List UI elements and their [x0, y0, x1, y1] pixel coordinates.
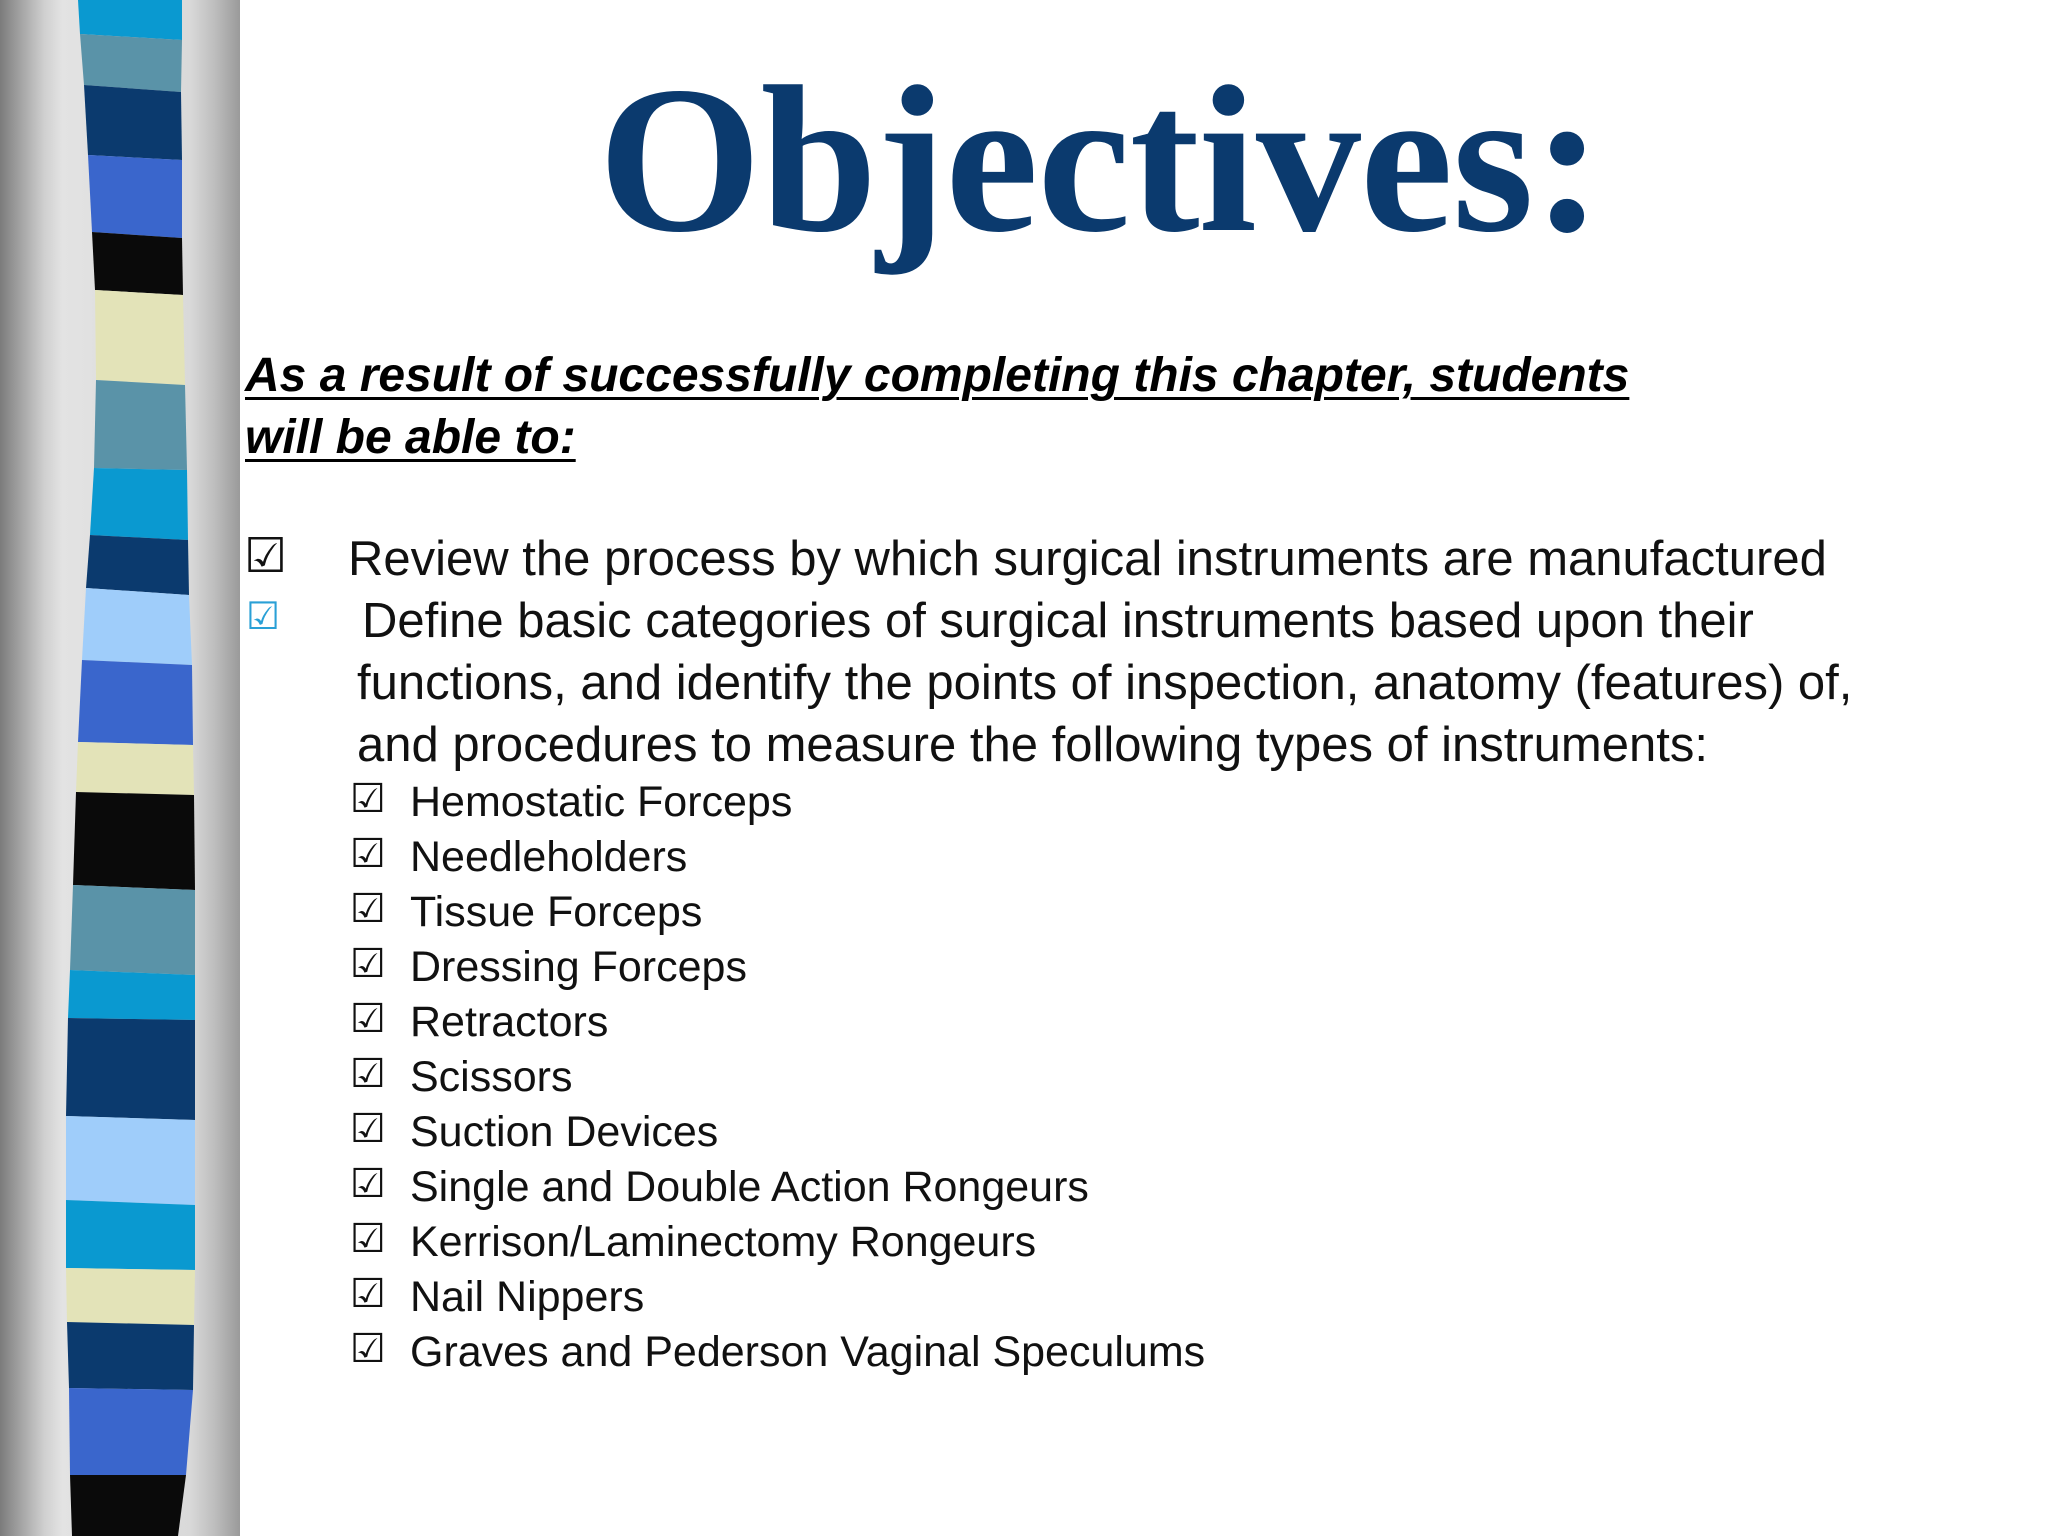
intro-line-1: As a result of successfully completing this chapter, students	[245, 349, 1630, 402]
decorative-stripes	[0, 0, 240, 1536]
list-item	[350, 995, 1650, 1050]
list-item-label: Nail Nippers	[410, 1273, 645, 1321]
objective-text: Review the process by which surgical instruments are manufactured	[348, 532, 1827, 586]
stripe-14	[70, 885, 195, 975]
page-title: Objectives:	[598, 44, 1602, 276]
checkbox-checked-icon: ☑	[350, 886, 386, 932]
stripe-3	[84, 85, 182, 160]
stripe-20	[67, 1322, 194, 1390]
stripe-7	[94, 380, 187, 470]
checkbox-checked-icon: ☑	[350, 776, 386, 822]
checkbox-checked-icon: ☑	[350, 1051, 386, 1097]
intro-line-2: will be able to:	[245, 411, 576, 464]
checkbox-checked-icon: ☑	[350, 1216, 386, 1262]
stripe-13	[73, 792, 195, 890]
stripe-11	[78, 660, 193, 745]
checkbox-checked-icon: ☑	[350, 1271, 386, 1317]
stripe-10	[82, 588, 192, 665]
checkbox-checked-icon: ☑	[350, 1106, 386, 1152]
list-item	[350, 940, 1650, 995]
list-item	[350, 1215, 1650, 1270]
list-item	[350, 1160, 1650, 1215]
stripe-6	[95, 290, 185, 385]
stripe-12	[76, 742, 194, 795]
stripe-2	[80, 34, 182, 92]
list-item-label: Needleholders	[410, 833, 688, 881]
list-item	[350, 885, 1650, 940]
checkbox-checked-icon: ☑	[350, 996, 386, 1042]
stripe-16	[66, 1018, 195, 1120]
checkbox-checked-icon: ☑	[350, 1161, 386, 1207]
list-item-label: Hemostatic Forceps	[410, 778, 793, 826]
list-item	[350, 830, 1650, 885]
stripe-15	[68, 970, 195, 1020]
stripe-22	[70, 1475, 186, 1536]
list-item	[350, 1270, 1650, 1325]
list-item-label: Tissue Forceps	[410, 888, 703, 936]
stripe-18	[66, 1200, 195, 1270]
checkbox-checked-icon: ☑	[350, 1326, 386, 1372]
objective-text-line-1: Define basic categories of surgical instruments based upon their	[362, 594, 1754, 648]
intro-statement	[245, 345, 1805, 469]
list-item-label: Dressing Forceps	[410, 943, 747, 991]
checkbox-checked-icon: ☑	[246, 594, 281, 638]
stripe-17	[66, 1116, 195, 1205]
stripe-21	[69, 1388, 193, 1475]
stripe-5	[92, 232, 183, 295]
stripe-19	[66, 1268, 195, 1325]
list-item-label: Retractors	[410, 998, 609, 1046]
objective-text-line-3: and procedures to measure the following types of instruments:	[357, 718, 1708, 772]
checkbox-checked-icon: ☑	[350, 941, 386, 987]
list-item	[350, 775, 1650, 830]
stripe-8	[90, 468, 188, 540]
objective-text-line-2: functions, and identify the points of inspection, anatomy (features) of,	[357, 656, 1853, 710]
list-item	[350, 1325, 1650, 1380]
checkbox-checked-icon: ☑	[350, 831, 386, 877]
list-item-label: Kerrison/Laminectomy Rongeurs	[410, 1218, 1037, 1266]
list-item-label: Single and Double Action Rongeurs	[410, 1163, 1089, 1211]
list-item-label: Suction Devices	[410, 1108, 719, 1156]
list-item-label: Graves and Pederson Vaginal Speculums	[410, 1328, 1206, 1376]
checkbox-checked-icon: ☑	[244, 528, 288, 584]
stripe-1	[78, 0, 182, 40]
stripe-4	[88, 155, 182, 238]
list-item	[350, 1105, 1650, 1160]
stripe-9	[86, 535, 189, 595]
list-item-label: Scissors	[410, 1053, 573, 1101]
list-item	[350, 1050, 1650, 1105]
